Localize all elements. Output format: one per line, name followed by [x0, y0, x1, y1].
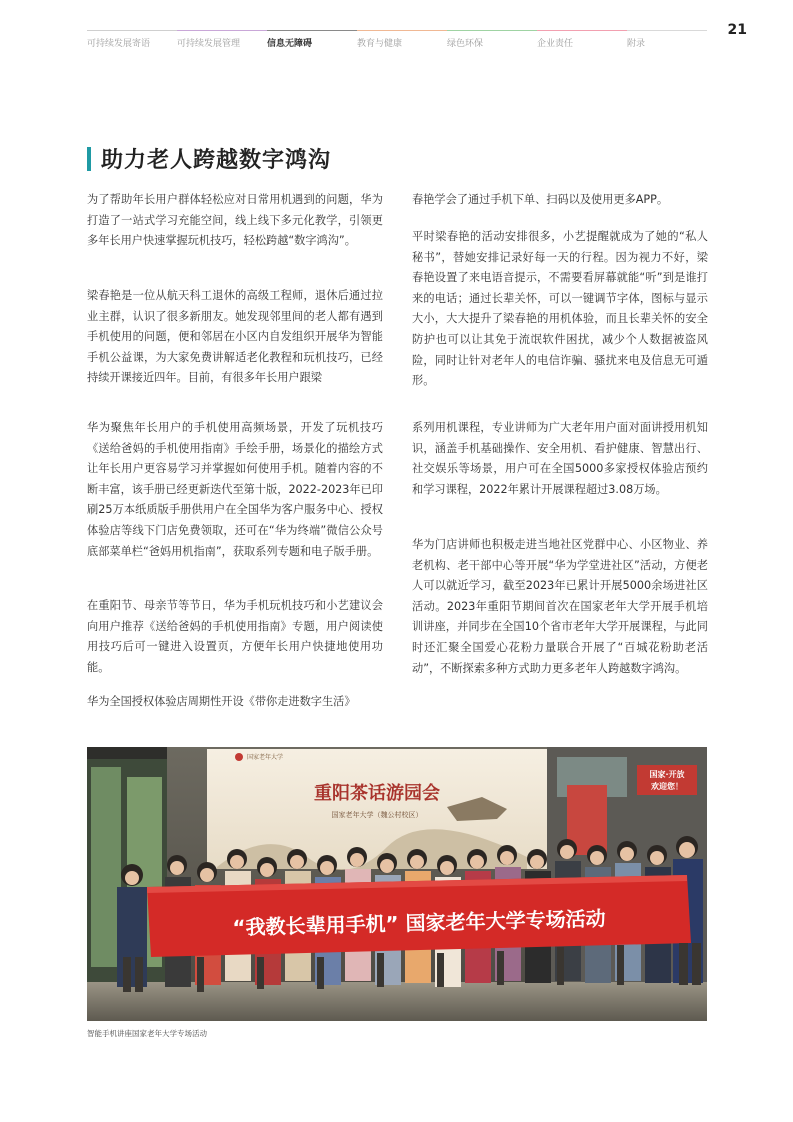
screen-logo: 国家老年大学: [247, 754, 284, 761]
paragraph-holiday: 在重阳节、母亲节等节日，华为手机玩机技巧和小艺建议会向用户推荐《送给爸妈的手机使用指南》专题，用户阅读使用技巧后可一键进入设置页，方便年长用户快捷地使用功能。: [87, 599, 383, 674]
nav-item-education[interactable]: 教育与健康: [357, 30, 447, 49]
welcome-sign: 国家·开放: [649, 770, 685, 779]
paragraph-guide-manual: 华为聚焦年长用户的手机使用高频场景，开发了玩机技巧《送给爸妈的手机使用指南》手绘手册，场景化的描绘方式让年长用户更容易学习并掌握如何使用手机。随着内容的不断丰富，该手册已经更新迭代至第十版，2022-2023年已印刷25万本纸质版手册供用户在全国华为客户服务中心、授权体验店等线下门店免费领取，还可在“华为终端”微信公众号底部菜单栏“爸妈用机指南”，获取系列专题和电子版手册。: [87, 421, 383, 558]
paragraph-liang-story: 梁春艳是一位从航天科工退休的高级工程师，退休后通过拉业主群，认识了很多新朋友。她发现邻里间的老人都有遇到手机使用的问题，便和邻居在小区内自发组织开展华为智能手机公益课，为大家免费讲解适老化教程和玩机技巧，已经持续开课接近四年。目前，有很多年长用户跟梁: [87, 289, 383, 385]
screen-title: 重阳茶话游园会: [314, 783, 440, 804]
paragraph-liang-continued: 春艳学会了通过手机下单、扫码以及使用更多APP。: [412, 193, 669, 206]
paragraph-community: 华为门店讲师也积极走进当地社区党群中心、小区物业、养老机构、老干部中心等开展“华为学堂进社区”活动，方便老人可以就近学习，截至2023年已累计开展5000余场进社区活动。2023年重阳节期间首次在国家老年大学开展手机培训讲座，并同步在全国10个省市老年大学开展课程，与此同时还汇聚全国爱心花粉力量联合开展了“百城花粉助老活动”，不断探索多种方式助力更多老年人跨越数字鸿沟。: [412, 538, 708, 675]
paragraph-intro: 为了帮助年长用户群体轻松应对日常用机遇到的问题，华为打造了一站式学习充能空间，线上线下多元化教学，引领更多年长用户快速掌握玩机技巧，轻松跨越“数字鸿沟”。: [87, 193, 383, 248]
welcome-sign-2: 欢迎您！: [651, 782, 683, 791]
nav-item-appendix[interactable]: 附录: [627, 30, 707, 49]
photo-caption: 智能手机讲座国家老年大学专场活动: [87, 1029, 207, 1038]
title-accent-bar: [87, 147, 91, 171]
event-photo: [87, 747, 707, 1021]
nav-item-responsibility[interactable]: 企业责任: [537, 30, 627, 49]
section-nav: [87, 30, 707, 49]
nav-item-management[interactable]: 可持续发展管理: [177, 30, 267, 49]
section-title: [87, 143, 331, 174]
event-photo-illustration: [87, 747, 707, 1021]
banner-text: “我教长辈用手机” 国家老年大学专场活动: [232, 906, 606, 940]
page-title: 助力老人跨越数字鸿沟: [101, 148, 332, 173]
nav-item-message[interactable]: 可持续发展寄语: [87, 30, 177, 49]
paragraph-daily-use: 平时梁春艳的活动安排很多，小艺提醒就成为了她的“私人秘书”，替她安排记录好每一天的行程。因为视力不好，梁春艳设置了来电语音提示，不需要看屏幕就能“听”到是谁打来的电话；通过长辈关怀，可以一键调节字体，图标与显示大小，大大提升了梁春艳的用机体验，而且长辈关怀的安全防护也可以让其免于流氓软件困扰，减少个人数据被盗风险，同时让针对老年人的电信诈骗、骚扰来电及信息无可遁形。: [412, 230, 708, 388]
nav-item-accessibility[interactable]: 信息无障碍: [267, 30, 357, 49]
paragraph-courses: 系列用机课程，专业讲师为广大老年用户面对面讲授用机知识，涵盖手机基础操作、安全用机、看护健康、智慧出行、社交娱乐等场景，用户可在全国5000多家授权体验店预约和学习课程，2022年累计开展课程超过3.08万场。: [412, 421, 708, 496]
nav-item-green[interactable]: 绿色环保: [447, 30, 537, 49]
page-number: 21: [727, 22, 747, 38]
screen-subtitle: 国家老年大学（魏公村校区）: [331, 811, 423, 819]
paragraph-stores: 华为全国授权体验店周期性开设《带你走进数字生活》: [87, 695, 356, 708]
